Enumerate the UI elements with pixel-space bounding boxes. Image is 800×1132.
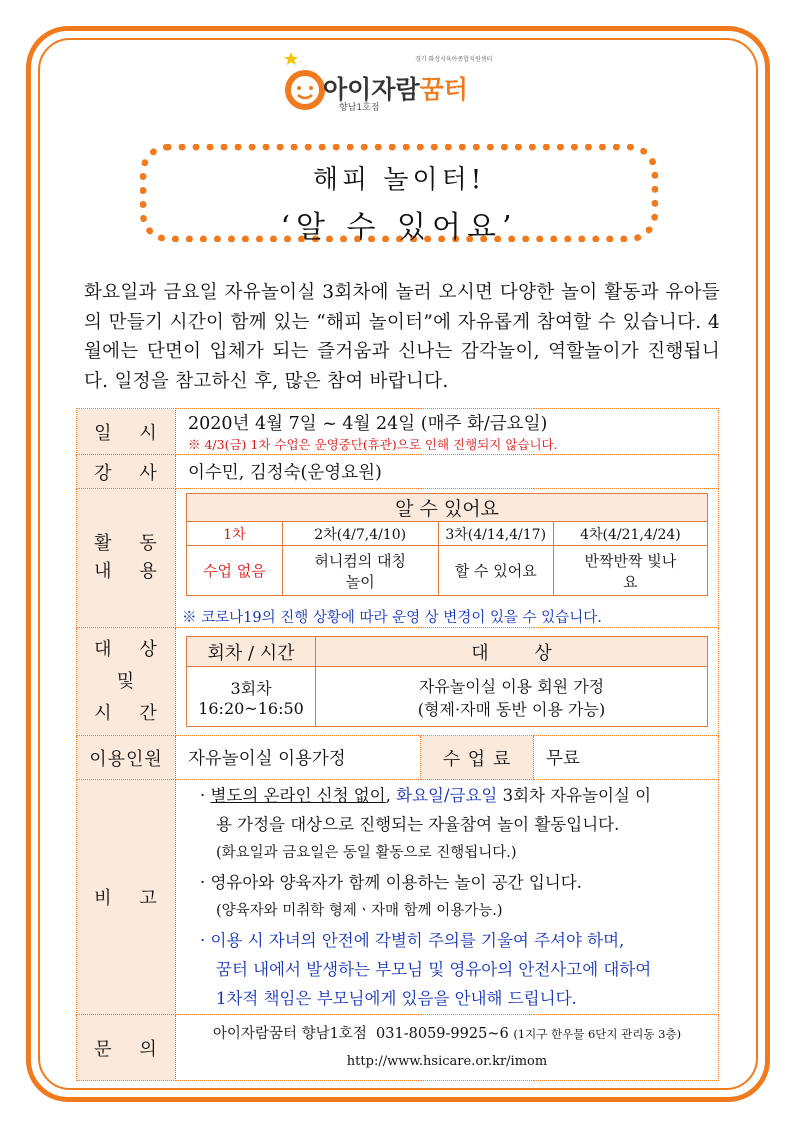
- instructor-value: 이수민, 김정숙(운영요원): [176, 455, 719, 489]
- activity-round-4: 4차(4/21,4/24): [553, 522, 707, 546]
- remarks-line-6: · 이용 시 자녀의 안전에 각별히 주의를 기울여 주셔야 하며,: [200, 931, 625, 950]
- logo-branch: 향남1호점: [339, 103, 380, 113]
- target-round: 3회차: [230, 678, 272, 698]
- row-contact: [77, 1015, 719, 1081]
- info-table: [76, 408, 719, 1081]
- contact-url[interactable]: http://www.hsicare.or.kr/imom: [346, 1053, 548, 1069]
- target-time: 16:20~16:50: [198, 698, 304, 718]
- remarks-line-8: 1차적 책임은 부모님에게 있음을 안내해 드립니다.: [216, 989, 577, 1008]
- label-target-3: 시 간: [94, 702, 158, 724]
- row-instructor: [77, 455, 719, 489]
- activity-rounds: [187, 522, 708, 546]
- activity-round-3: 3차(4/14,4/17): [438, 522, 553, 546]
- target-desc-2: (형제·자매 동반 이용 가능): [417, 699, 606, 719]
- label-activity-2: 내 용: [94, 561, 158, 582]
- schedule-date: 2020년 4월 7일 ~ 4월 24일 (매주 화/금요일): [188, 414, 548, 434]
- label-schedule: 일 시: [77, 409, 176, 455]
- activity-table: [186, 493, 708, 596]
- contact-address: (1지구 한우물 6단지 관리동 3층): [513, 1026, 682, 1041]
- title-line-2: ‘알 수 있어요’: [280, 210, 518, 245]
- label-contact: 문 의: [77, 1015, 176, 1081]
- label-fee: 수 업 료: [421, 736, 534, 780]
- label-activity-1: 활 동: [94, 533, 158, 554]
- contact-phone: 아이자람꿈터 향남1호점 031-8059-9925~6: [212, 1025, 509, 1042]
- remarks-line-7: 꿈터 내에서 발생하는 부모님 및 영유아의 안전사고에 대하여: [216, 960, 652, 979]
- target-desc-1: 자유놀이실 이용 회원 가정: [418, 676, 605, 696]
- activity-round-2: 2차(4/7,4/10): [282, 522, 438, 546]
- remarks-line-4: · 영유아와 양육자가 함께 이용하는 놀이 공간 입니다.: [200, 873, 582, 892]
- remarks-line-5: (양육자와 미취학 형제ㆍ자매 함께 이용가능.): [216, 903, 503, 919]
- contact-line: [177, 1020, 717, 1048]
- logo-name: 아이자람꿈터: [323, 75, 468, 104]
- label-target-1: 대 상: [94, 638, 158, 660]
- target-table: [186, 636, 708, 727]
- logo-org: 경기 화성시육아종합지원센터: [415, 56, 493, 63]
- remarks-line-2: 용 가정을 대상으로 진행되는 자율참여 놀이 활동입니다.: [216, 815, 620, 834]
- remarks-line-3: (화요일과 금요일은 동일 활동으로 진행됩니다.): [216, 845, 517, 861]
- label-remarks: 비 고: [77, 780, 176, 1015]
- schedule-notice: ※ 4/3(금) 1차 수업은 운영중단(휴관)으로 인해 진행되지 않습니다.: [188, 437, 558, 452]
- row-target: [77, 628, 719, 736]
- target-head-time: 회차 / 시간: [187, 637, 316, 667]
- fee-value: 무료: [534, 736, 719, 780]
- activity-content-4: 반짝반짝 빛나요: [553, 546, 707, 596]
- row-activity: [77, 489, 719, 628]
- target-head-target: 대 상: [316, 637, 708, 667]
- title-box: [140, 144, 658, 245]
- intro-paragraph: 화요일과 금요일 자유놀이실 3회차에 놀러 오시면 다양한 놀이 활동과 유아들의 만들기 시간이 함께 있는 “해피 놀이터”에 자유롭게 참여할 수 있습니다. 4월에는 단면이 입체가 되는 즐거움과 신나는 감각놀이, 역할놀이가 진행됩니다. 일정을 참고하신 후, 많은 참여 바랍니다.: [84, 282, 720, 392]
- activity-contents: [187, 546, 708, 596]
- remarks-line-1: · 별도의 온라인 신청 없이, 화요일/금요일 3회차 자유놀이실 이: [200, 786, 652, 805]
- activity-content-1: 수업 없음: [187, 546, 283, 596]
- row-capacity: [77, 736, 719, 780]
- activity-content-2: 허니컴의 대칭놀이: [282, 546, 438, 596]
- label-capacity: 이용인원: [77, 736, 176, 780]
- activity-content-3: 할 수 있어요: [438, 546, 553, 596]
- row-schedule: [77, 409, 719, 455]
- row-remarks: [77, 780, 719, 1015]
- label-target-2: 및: [116, 670, 136, 692]
- activity-note: ※ 코로나19의 진행 상황에 따라 운영 상 변경이 있을 수 있습니다.: [182, 610, 602, 626]
- title-line-1: 해피 놀이터!: [312, 165, 486, 195]
- label-instructor: 강 사: [77, 455, 176, 489]
- capacity-value: 자유놀이실 이용가정: [176, 736, 421, 780]
- logo: [283, 48, 523, 118]
- activity-theme: 알 수 있어요: [187, 494, 708, 522]
- activity-round-1: 1차: [187, 522, 283, 546]
